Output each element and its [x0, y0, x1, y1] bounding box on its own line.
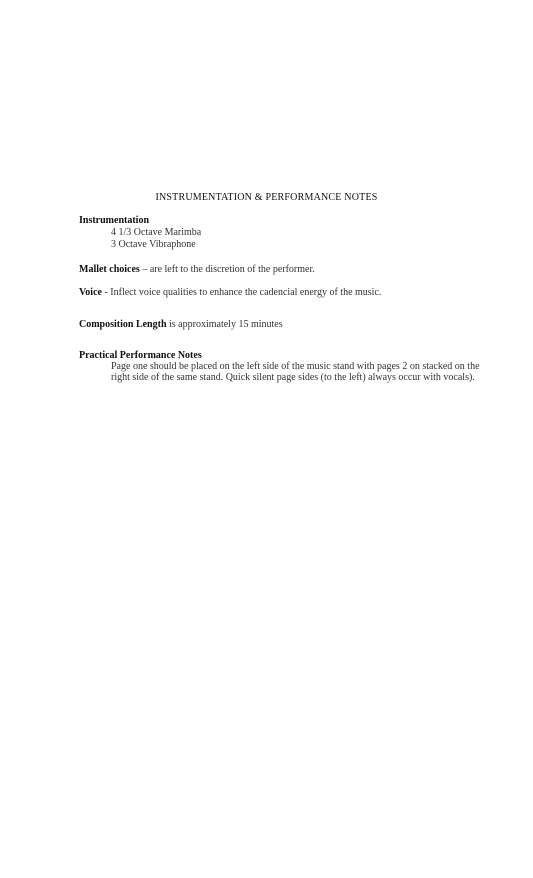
voice-section	[79, 287, 489, 299]
length-heading: Composition Length	[79, 319, 167, 330]
instrumentation-section	[79, 215, 489, 251]
instrumentation-heading: Instrumentation	[79, 215, 150, 226]
mallet-heading: Mallet choices	[79, 264, 140, 275]
mallet-section	[79, 264, 489, 276]
practical-heading: Practical Performance Notes	[79, 350, 202, 361]
mallet-text: – are left to the discretion of the performer.	[139, 264, 315, 275]
instrument-item: 3 Octave Vibraphone	[111, 239, 196, 250]
practical-text: Page one should be placed on the left side of the music stand with pages 2 on stacked on the right side of the same stand. Quick silent page sides (to the left) always occur with vocals).	[111, 361, 480, 383]
length-section	[79, 319, 489, 331]
voice-text: - Inflect voice qualities to enhance the cadencial energy of the music.	[101, 287, 382, 298]
voice-heading: Voice	[79, 287, 102, 298]
practical-section	[79, 350, 489, 383]
instrument-item: 4 1/3 Octave Marimba	[111, 227, 202, 238]
length-text: is approximately 15 minutes	[166, 319, 283, 330]
page-title: INSTRUMENTATION & PERFORMANCE NOTES	[155, 192, 378, 203]
